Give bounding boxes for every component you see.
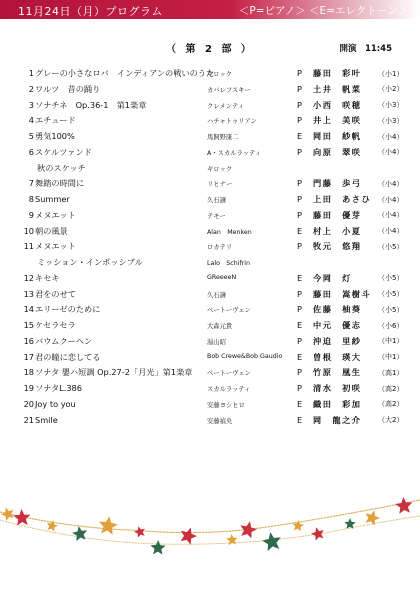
grade: （小6）: [378, 321, 404, 330]
performer: 今岡 灯: [313, 272, 352, 283]
instrument: P: [297, 115, 302, 126]
instrument: E: [297, 320, 303, 330]
composer: GReeeeN: [207, 273, 237, 281]
instrument: P: [297, 209, 302, 220]
item-number: 16: [23, 335, 34, 346]
grade: （高1）: [378, 368, 404, 377]
item-number: 12: [23, 272, 34, 283]
instrument: P: [297, 146, 302, 157]
piece-title: スケルツァンド: [35, 146, 92, 157]
star-icon: [181, 527, 197, 544]
item-number: 17: [23, 351, 34, 362]
performer: 岡田 紗帆: [313, 131, 362, 141]
grade: （小5）: [378, 242, 404, 251]
performer: 村上 小夏: [313, 225, 362, 236]
instrument: E: [297, 225, 303, 236]
star-icon: [311, 527, 324, 540]
piece-title: 朝の風景: [35, 225, 68, 236]
performer: 竹原 凰生: [313, 367, 362, 378]
instrument: E: [297, 398, 303, 409]
instrument: P: [297, 194, 302, 204]
piece-title: Joy to you: [35, 398, 76, 409]
piece-title: キセキ: [35, 272, 60, 283]
item-number: 1: [28, 68, 34, 78]
program-item: [0, 289, 420, 305]
composer: 安藤ヨシヒロ: [207, 401, 245, 409]
instrument-legend: ＜P=ピアノ＞ ＜E=エレクトーン＞: [238, 5, 408, 17]
program-date: 11月24日（月）プログラム: [18, 5, 163, 18]
piece-title: Smile: [35, 414, 58, 425]
performer: 織田 彩加: [313, 398, 362, 409]
star-icon: [99, 516, 118, 535]
piece-title: Summer: [35, 194, 70, 204]
program-item: [0, 178, 420, 194]
composer: Alan Menken: [207, 228, 252, 236]
program-item: [0, 115, 420, 131]
performer: 藤田 彩叶: [313, 68, 362, 78]
item-number: 10: [23, 225, 34, 236]
section-title: （ 第 2 部 ）: [166, 44, 254, 55]
piece-title: 勇気100%: [35, 131, 75, 141]
performer: 佐藤 柚葵: [313, 304, 362, 315]
instrument: E: [297, 351, 303, 362]
composer: カバレフスキー: [207, 86, 251, 94]
grade: （小4）: [378, 132, 404, 141]
program-item: [0, 415, 420, 431]
piece-title: エリーゼのために: [35, 304, 101, 315]
piece-title: 秋のスケッチ: [37, 162, 86, 173]
program-item: [0, 320, 420, 336]
program-item: [0, 68, 420, 84]
piece-title: ケセラセラ: [35, 320, 76, 330]
program-item: [0, 399, 420, 415]
piece-title: ソナタ 嬰ハ短調 Op.27-2「月光」第1楽章: [35, 367, 193, 378]
composer: ロカテリ: [207, 244, 233, 252]
item-number: 20: [23, 398, 34, 409]
composer: クレメンティ: [207, 102, 245, 110]
composer: テモー: [207, 212, 226, 220]
instrument: E: [297, 131, 303, 141]
grade: （小2）: [378, 85, 404, 94]
program-item: [0, 273, 420, 289]
grade: （小4）: [378, 211, 404, 220]
piece-title: ワルツ 昔の踊り: [35, 83, 101, 94]
piece-title: 君の瞳に恋してる: [35, 351, 101, 362]
item-number: 21: [23, 414, 34, 425]
program-sub-item: [0, 257, 420, 273]
star-icon: [262, 532, 281, 551]
composer: Lalo Schifrin: [207, 260, 251, 267]
composer: ギロック: [207, 71, 233, 78]
star-icon: [134, 526, 145, 537]
instrument: P: [297, 383, 302, 393]
grade: （中1）: [378, 337, 404, 346]
instrument: P: [297, 83, 302, 94]
garland-string: [0, 500, 420, 533]
performer: 上田 あさひ: [313, 194, 372, 204]
composer: ベートーヴェン: [207, 307, 251, 315]
star-icon: [150, 540, 165, 555]
star-icon: [72, 526, 87, 541]
program-item: [0, 147, 420, 163]
program-item: [0, 304, 420, 320]
program-item: [0, 226, 420, 242]
composer: スカルラッティ: [207, 386, 251, 393]
grade: （小4）: [378, 148, 404, 157]
performer: 小西 咲穂: [313, 99, 362, 110]
composer: 馬飼野康二: [207, 134, 239, 141]
performer: 曽根 瑛大: [313, 351, 362, 362]
piece-title: ソナタL.386: [35, 383, 82, 393]
grade: （小3）: [378, 101, 404, 109]
instrument: P: [297, 288, 302, 299]
performer: 沖迫 里紗: [313, 335, 362, 346]
grade: （小5）: [378, 290, 404, 298]
item-number: 15: [23, 320, 34, 330]
composer: ギロック: [207, 165, 233, 173]
performer: 牧元 悠翔: [313, 241, 362, 252]
performer: 藤田 優芽: [313, 209, 362, 220]
grade: （高2）: [378, 384, 404, 393]
grade: （小1）: [378, 69, 404, 78]
composer: 湯山昭: [207, 338, 226, 346]
program-list: [0, 68, 420, 430]
grade: （高2）: [378, 400, 404, 409]
composer: 久石譲: [207, 197, 226, 204]
grade: （中1）: [378, 353, 404, 361]
piece-title: 君をのせて: [35, 288, 76, 299]
program-item: [0, 210, 420, 226]
composer: Bob Crewe&Bob Gaudio: [207, 352, 283, 360]
instrument: P: [297, 335, 302, 346]
grade: （大2）: [378, 416, 404, 424]
header-bar: [0, 0, 420, 19]
composer: A・スカルラッティ: [207, 149, 262, 157]
performer: 藤田 嵩樹斗: [313, 288, 372, 299]
star-icon: [344, 518, 355, 529]
program-item: [0, 367, 420, 383]
item-number: 13: [23, 288, 34, 299]
program-item: [0, 352, 420, 368]
program-item: [0, 194, 420, 210]
item-number: 18: [23, 367, 34, 378]
garland-string: [0, 516, 420, 544]
instrument: E: [297, 272, 303, 283]
item-number: 6: [28, 146, 34, 157]
instrument: P: [297, 367, 302, 378]
program-sub-item: [0, 163, 420, 179]
piece-title: メヌエット: [35, 241, 76, 252]
piece-title: グレーの小さなロバ インディアンの戦いのうた: [35, 68, 215, 78]
program-item: [0, 336, 420, 352]
program-item: [0, 84, 420, 100]
piece-title: バウムクーヘン: [35, 335, 93, 346]
instrument: E: [297, 414, 303, 425]
piece-title: ソナチネ Op.36-1 第1楽章: [35, 99, 147, 110]
grade: （小4）: [378, 179, 404, 188]
performer: 土井 帆菜: [313, 83, 362, 94]
performer: 清水 初咲: [313, 383, 362, 393]
composer: 大森元貴: [207, 323, 233, 330]
star-garland: [0, 470, 420, 595]
composer: 安藤禎央: [207, 417, 233, 425]
instrument: P: [297, 178, 302, 189]
instrument: P: [297, 99, 302, 110]
performer: 岡 龍之介: [313, 414, 362, 425]
program-item: [0, 131, 420, 147]
piece-title: 舞踏の時間に: [35, 178, 85, 189]
item-number: 7: [28, 178, 34, 189]
item-number: 3: [28, 99, 34, 110]
performer: 中元 優志: [313, 320, 362, 330]
grade: （小5）: [378, 305, 404, 314]
piece-title: メヌエット: [35, 209, 76, 220]
program-item: [0, 383, 420, 399]
item-number: 2: [28, 83, 34, 94]
composer: ハチャトゥリアン: [207, 118, 257, 126]
opening-time: 開演 11:45: [339, 44, 392, 54]
composer: 久石譲: [207, 291, 226, 299]
composer: ベートーヴェン: [207, 370, 251, 378]
performer: 井上 美咲: [313, 115, 362, 126]
composer: リヒナー: [207, 181, 233, 189]
instrument: P: [297, 68, 302, 78]
instrument: P: [297, 304, 302, 315]
program-item: [0, 241, 420, 257]
piece-title: エチュード: [35, 115, 76, 126]
grade: （小3）: [378, 116, 404, 125]
instrument: P: [297, 241, 302, 252]
performer: 門藤 歩弓: [313, 178, 362, 189]
item-number: 4: [28, 115, 34, 126]
grade: （小4）: [378, 195, 404, 204]
star-icon: [395, 497, 412, 514]
piece-title: ミッション・インポッシブル: [37, 257, 143, 267]
item-number: 14: [23, 304, 34, 315]
item-number: 9: [28, 209, 34, 220]
performer: 向原 翠咲: [313, 146, 362, 157]
item-number: 5: [28, 131, 34, 141]
grade: （小4）: [378, 227, 404, 235]
item-number: 11: [23, 241, 34, 252]
item-number: 19: [23, 383, 34, 393]
grade: （小5）: [378, 274, 404, 283]
program-item: [0, 100, 420, 116]
item-number: 8: [28, 194, 34, 204]
